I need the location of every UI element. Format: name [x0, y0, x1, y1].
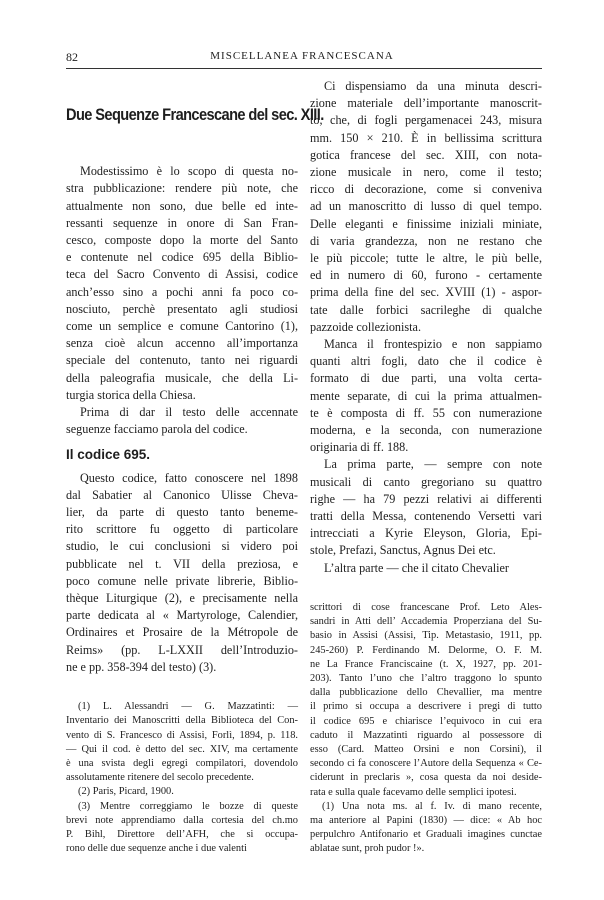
text-line: te è composta di ff. 55 con numerazione — [310, 405, 542, 420]
footnote-line: rono delle due sequenze anche i due valenti — [66, 843, 247, 855]
text-line: stra pubblicazione: rendere più note, che — [66, 181, 298, 196]
text-line: ricco di decorazione, come si conveniva — [310, 182, 542, 197]
footnote-line: è una svista degli egregi compilatori, dovendolo — [66, 757, 298, 769]
footnote-line: caduto il Mazzatinti riguardo al possessore di — [310, 729, 542, 741]
right-column — [310, 78, 542, 857]
text-line: cesco, composte dopo la morte del Santo — [66, 233, 298, 248]
text-line: thèque Liturgique (2), e precisamente nella — [66, 591, 298, 606]
footnote-line: brevi note apprendiamo dalla cortesia del ch.mo — [66, 814, 298, 826]
text-line: mm. 150 × 210. È in bellissima scrittura — [310, 130, 542, 145]
footnote-line: il codice 695 e chiarisce l’equivoco in cui era — [310, 715, 542, 727]
text-line: musicali di canto gregoriano su quattro — [310, 474, 542, 489]
footnote-line: dalla pubblicazione dello Chevallier, ma mentre — [310, 687, 542, 699]
text-line: studio, le cui conclusioni si videro poi — [66, 539, 298, 554]
footnote-line: ma anteriore al Papini (1830) — dice: « Ab hoc — [310, 814, 542, 826]
footnote-line: 203). Tanto l’uno che l’altro traggono lo spunto — [310, 672, 542, 684]
text-line: Reims» (pp. L-LXXII dell’Introduzio- — [66, 642, 298, 657]
footnote-line: basio in Assisi (Assisi, Tip. Metastasio, 1911, pp. — [310, 630, 542, 642]
footnote-line: ablatae sunt, proh pudor !». — [310, 843, 425, 855]
text-line: senza cioè alcun accenno all’importanza — [66, 336, 298, 351]
article-title: Due Sequenze Francescane del sec. XIII. — [66, 105, 324, 124]
section-heading: Il codice 695. — [66, 447, 151, 463]
text-line: turgia storica della Chiesa. — [66, 387, 196, 402]
text-line: seguenze facciamo parola del codice. — [66, 422, 248, 437]
text-line: gotica francese del sec. XIII, con nota- — [310, 147, 542, 162]
footnote-line: scrittori di cose francescane Prof. Leto Ales- — [310, 601, 542, 613]
text-line: ad un manoscritto di lusso di quel tempo. — [310, 199, 542, 214]
description-paragraph — [310, 78, 542, 336]
text-line: L’altra parte — che il citato Chevalier — [324, 560, 509, 575]
text-line: Prima di dar il testo delle accennate — [80, 405, 298, 420]
text-line: originaria di ff. 188. — [310, 440, 409, 455]
text-line: pazzoide collezionista. — [310, 319, 421, 334]
text-line: di varia grandezza, non ne restano che — [310, 233, 542, 248]
text-line: rito scrittore fu oggetto di particolare — [66, 522, 298, 537]
text-line: moderna, e la seconda, con numerazione — [310, 423, 542, 438]
text-line: e contenute nel codice 695 della Biblio- — [66, 250, 298, 265]
footnote-line: il primo si occupa a descrivere i pregi di tutto — [310, 701, 542, 713]
first-part-paragraph — [310, 456, 542, 559]
footnote-line: (3) Mentre correggiamo le bozze di queste — [78, 800, 298, 812]
text-line: zione musicale in nero, come il testo; — [310, 165, 542, 180]
header-rule — [66, 68, 542, 69]
text-line: stole, Prefazi, Sanctus, Agnus Dei etc. — [310, 543, 496, 558]
footnote-line: ne La France Franciscaine (t. X, 1927, pp. 201- — [310, 658, 542, 670]
footnote-line: Inventario dei Manoscritti della Biblioteca del Con- — [66, 715, 298, 727]
text-line: anch’esso sino a pochi anni fa poco co- — [66, 284, 298, 299]
text-line: Manca il frontespizio e non sappiamo — [324, 337, 542, 352]
text-line: prima della fine del sec. XVIII (1) - aspor- — [310, 285, 542, 300]
text-line: le più piccole; tutte le altre, le più belle, — [310, 251, 542, 266]
text-line: teca del Sacro Convento di Assisi, codice — [66, 267, 298, 282]
text-line: come un semplice e comune Cantorino (1), — [66, 319, 298, 334]
text-line: pubblicate nel t. VII della preziosa, e — [66, 556, 298, 571]
text-line: ne e pp. 358-394 del testo) (3). — [66, 659, 217, 674]
footnote-line: assolutamente ritenere del secolo precedente. — [66, 772, 254, 784]
footnote-line: secondo ci fa conoscere l’Autore della Sequenza « Ce- — [310, 758, 542, 770]
footnote-line: — Qui il cod. è detto del sec. XIV, ma certamente — [66, 743, 298, 755]
intro-paragraph-2 — [66, 404, 298, 438]
footnote-line: sandri in Atti dell’ Accademia Properziana del Su- — [310, 616, 542, 628]
footnote-line: (1) Una nota ms. al f. Iv. di mano recente, — [322, 800, 542, 812]
text-line: dal Sabatier al Canonico Ulisse Cheva- — [66, 487, 298, 502]
text-line: Ci dispensiamo da una minuta descri- — [324, 79, 542, 93]
text-line: attualmente non sono, due belle ed inte- — [66, 198, 298, 213]
text-line: Questo codice, fatto conoscere nel 1898 — [80, 470, 298, 485]
page-number: 82 — [66, 50, 78, 64]
footnotes-left — [66, 700, 298, 856]
intro-paragraph — [66, 163, 298, 404]
text-line: della paleografia musicale, che della Li- — [66, 370, 298, 385]
text-line: nosciuto, perchè presentato agli studiosi — [66, 301, 298, 316]
running-title: MISCELLANEA FRANCESCANA — [210, 50, 394, 62]
text-line: Ordinaires et Prosaire de la Métropole de — [66, 625, 298, 640]
text-line: tratti della Messa, contenendo Versetti vari — [310, 509, 542, 524]
text-line: righe — ha 79 pezzi relativi ai differenti — [310, 491, 542, 506]
text-line: Modestissimo è lo scopo di questa no- — [80, 164, 298, 179]
text-line: parte dedicata al « Martyrologe, Calendier, — [66, 608, 298, 623]
footnotes-right — [310, 601, 542, 857]
text-line: zione materiale dell’importante manoscrit- — [310, 96, 542, 111]
left-column — [66, 78, 324, 856]
text-line: formato di due parti, una volta certa- — [310, 371, 542, 386]
footnote-line: P. Bihl, Direttore dell’AFH, che si occupa- — [66, 828, 298, 840]
text-line: to, che, di fogli pergamenacei 243, misura — [310, 113, 542, 128]
frontispiece-paragraph — [310, 336, 542, 456]
text-line: tate dalle forbici sacrileghe di qualche — [310, 302, 542, 317]
footnote-line: rata e sulla quale facevamo delle semplici ipotesi. — [310, 786, 517, 798]
text-line: intrecciati a Kyrie Eleyson, Gloria, Epi- — [310, 526, 542, 541]
footnote-line: esso (Card. Matteo Orsini e non Corsini), il — [310, 743, 542, 755]
text-line: La prima parte, — sempre con note — [324, 457, 542, 472]
footnote-line: vento di S. Francesco di Assisi, Forlì, 1894, p. 118. — [66, 729, 298, 741]
footnote-line: perpulchro Antifonario et Graduali imagines cunctae — [310, 829, 542, 841]
text-line: Delle eleganti e finissime iniziali miniate, — [310, 216, 542, 231]
footnote-line: 245-260) P. Ferdinando M. Delorme, O. F. M. — [310, 644, 542, 656]
codice-paragraph — [66, 470, 298, 676]
text-line: ed in numero di 60, furono - certamente — [310, 268, 542, 283]
text-line: quanti altri fogli, dato che il codice è — [310, 354, 542, 369]
text-line: mente separate, di cui la prima attualmen- — [310, 388, 542, 403]
text-line: lier, da parte di questo tanto beneme- — [66, 505, 298, 520]
footnote-line: (1) L. Alessandri — G. Mazzatinti: — — [78, 701, 298, 713]
footnote-line: ciderunt in preclaris », cosa questa da noi deside- — [310, 772, 542, 784]
text-line: poco comune nelle private librerie, Biblio- — [66, 573, 298, 588]
footnote-line: (2) Paris, Picard, 1900. — [78, 786, 174, 798]
text-line: ressanti sequenze in onore di San Fran- — [66, 215, 298, 230]
text-line: speciale del contenuto, tanto nei riguardi — [66, 353, 298, 368]
second-part-paragraph — [310, 560, 542, 577]
